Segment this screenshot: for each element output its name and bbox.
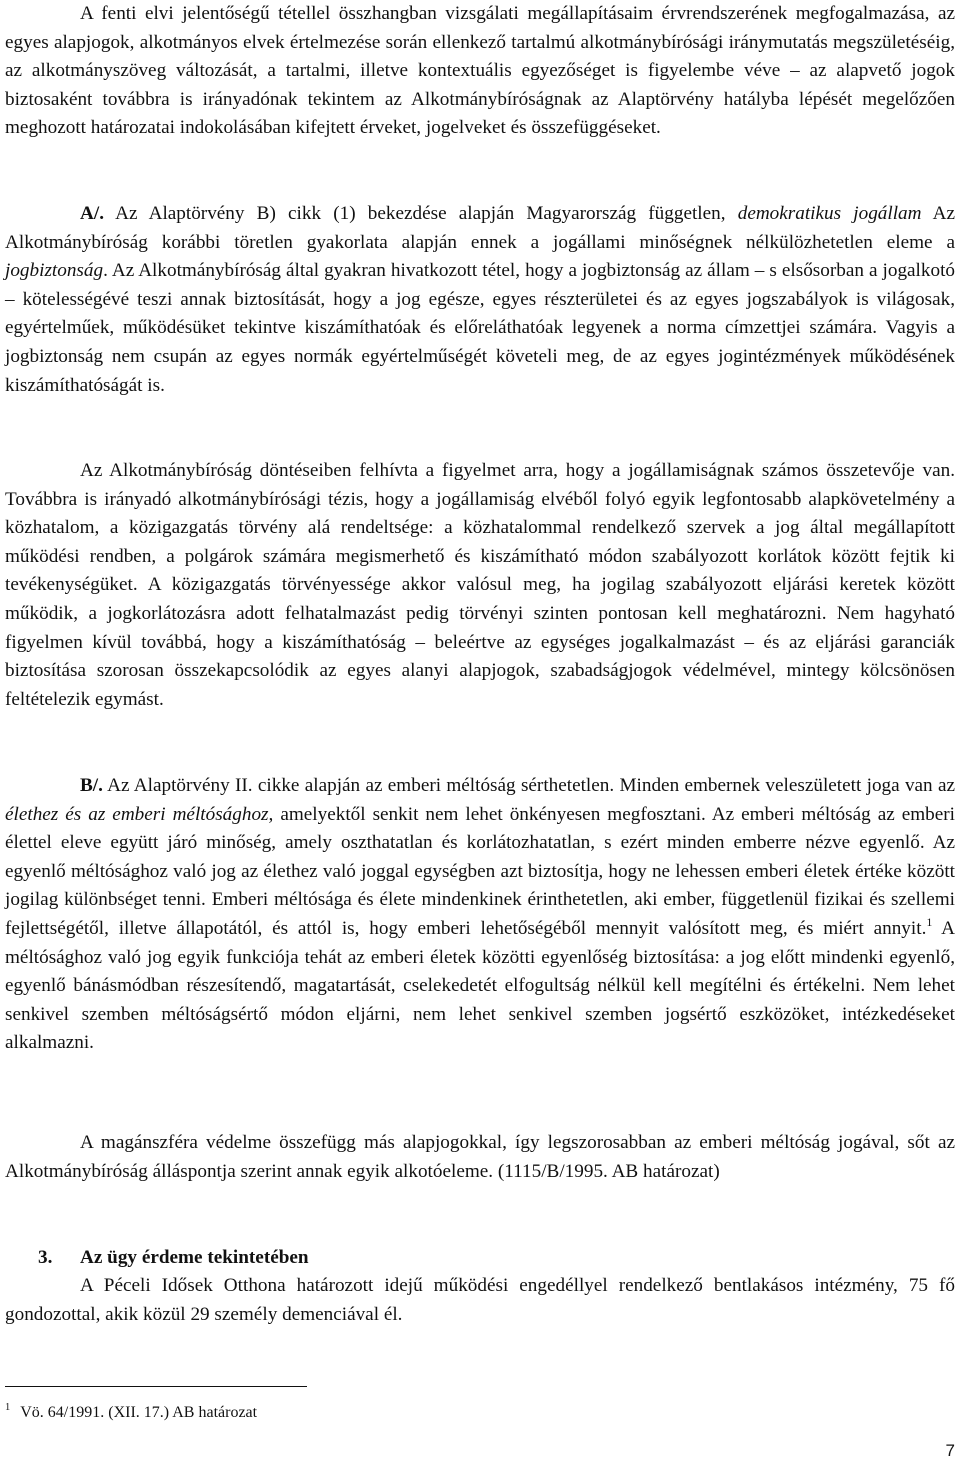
footnote-divider [5, 1386, 307, 1387]
paragraph-a-rule-of-law [5, 200, 955, 400]
paragraph-text: amelyektől senkit nem lehet önkényesen megfosztani. Az emberi méltóság az emberi élettel eleve együtt járó minőség, amely oszthatatlan és korlátozhatatlan, s ezért minden emberre nézve egyenlő. Az egyenlő méltósághoz való jog az élethez való joggal egységben azt biztosítja, hogy ne lehessen emberi életek értéke között jogilag különbséget tenni. Emberi méltósága és élete mindenkinek érinthetetlen, aki ember, függetlenül fizikai és szellemi fejlettségétől, illetve állapotától, és attól is, hogy emberi lehetőségéből mennyit valósított meg, és miért annyit. [5, 803, 955, 939]
emphasis-text: demokratikus jogállam [737, 203, 922, 224]
emphasis-text: jogbiztonság [5, 260, 104, 282]
section-title: Az ügy érdeme tekintetében [80, 1247, 309, 1268]
footnote [5, 1397, 257, 1424]
footnote-text: Vö. 64/1991. (XII. 17.) AB határozat [20, 1404, 258, 1421]
section-label-b: B/. [80, 775, 103, 796]
paragraph-text: A méltósághoz való jog egyik funkciója tehát az emberi életek közötti egyenlőség biztosítása: a jog előtt mindenki egyenlő, egyenlő bánásmódban részesítendő, magatartását, cselekedetét elfogultság nélkül kell megítélni és értékelni. Nem lehet senkivel szemben méltóságsértő módon eljárni, nem lehet senkivel szemben jogsértő eszközöket, intézkedéseket alkalmazni. [5, 917, 955, 1054]
paragraph-institution: A Péceli Idősek Otthona határozott idejű működési engedéllyel rendelkező bentlakásos intézmény, 75 fő gondozottal, akik közül 29 személy demenciával él. [5, 1275, 955, 1325]
paragraph-text: Az Alkotmánybíróság korábbi töretlen gyakorlata alapján ennek a jogállami minőségnek nélkülözhetetlen eleme a [5, 203, 955, 253]
paragraph-intro: A fenti elvi jelentőségű tétellel összhangban vizsgálati megállapításaim érvrendszerének megfogalmazása, az egyes alapjogok, alkotmányos elvek értelmezése során ellenkező tartalmú alkotmánybírósági iránymutatás megszületéséig, az alkotmányszöveg változását, a tartalmi, illetve kontextuális egyezőséget is figyelembe véve – az alapvető jogok biztosaként továbbra is irányadónak tekintem az Alkotmánybíróságnak az Alaptörvény hatályba lépését megelőzően meghozott határozatai indokolásában kifejtett érveket, jogelveket és összefüggéseket. [5, 3, 955, 139]
section-heading [38, 1244, 309, 1273]
paragraph-administration-legality: Az Alkotmánybíróság döntéseiben felhívta a figyelmet arra, hogy a jogállamiságnak számos összetevője van. Továbbra is irányadó alkotmánybírósági tézis, hogy a jogállamiság elvéből folyó egyik legfontosabb alapkövetelmény a közhatalom, a közigazgatás törvény alá rendeltsége: a közhatalommal rendelkező szervek a jog által megállapított működési rendben, a polgárok számára megismerhető és kiszámítható módon szabályozott korlátok között fejtik ki tevékenységüket. A közigazgatás törvényessége akkor valósul meg, ha jogilag szabályozott eljárási keretek között működik, a jogkorlátozásra adott felhatalmazást pedig törvényi szinten pontosan kell meghatározni. Nem hagyható figyelmen kívül továbbá, hogy a kiszámíthatóság – beleértve az egységes jogalkalmazást – és az eljárási garanciák biztosítása szorosan összekapcsolódik az egyes alanyi alapjogok, szabadságjogok védelmével, mintegy kölcsönösen feltételezik egymást. [5, 460, 955, 710]
section-label-a: A/. [80, 203, 104, 224]
page-number: 7 [945, 1441, 955, 1460]
section-number: 3. [38, 1247, 53, 1268]
paragraph-text: Az Alaptörvény II. cikke alapján az emberi méltóság sérthetetlen. Minden embernek veleszületett joga van az [102, 775, 955, 796]
paragraph-text: Az Alaptörvény B) cikk (1) bekezdése alapján Magyarország független, [103, 203, 738, 224]
footnote-reference[interactable]: 1 [926, 914, 933, 929]
paragraph-b-human-dignity [5, 772, 955, 1058]
paragraph-text: . Az Alkotmánybíróság által gyakran hivatkozott tétel, hogy a jogbiztonság az állam – s elsősorban a jogalkotó – kötelességévé teszi annak biztosítását, hogy a jog egésze, egyes részterületei és az egyes jogszabályok is világosak, egyértelműek, működésüket tekintve kiszámíthatóak és előreláthatóak legyenek a norma címzettjei számára. Vagyis a jogbiztonság nem csupán az egyes normák egyértelműségét követeli meg, de az egyes jogintézmények működésének kiszámíthatóságát is. [5, 260, 955, 396]
footnote-marker: 1 [5, 1402, 11, 1413]
emphasis-text: élethez és az emberi méltósághoz, [5, 803, 274, 825]
paragraph-privacy: A magánszféra védelme összefügg más alapjogokkal, így legszorosabban az emberi méltóság jogával, sőt az Alkotmánybíróság álláspontja szerint annak egyik alkotóeleme. (1115/B/1995. AB határozat) [5, 1132, 955, 1182]
